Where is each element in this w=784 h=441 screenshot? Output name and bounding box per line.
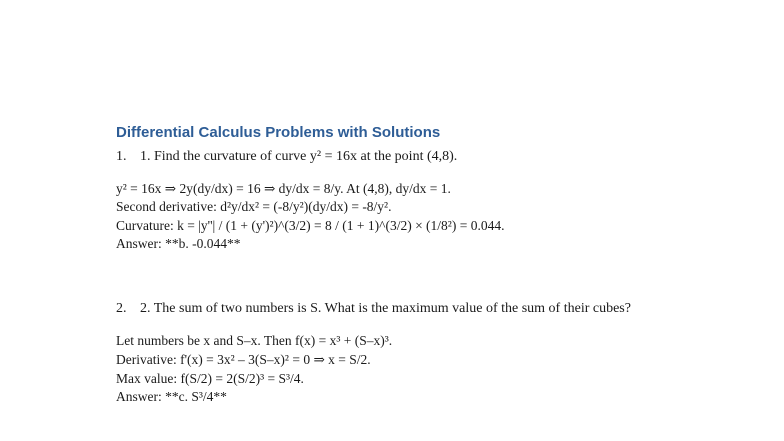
problem-2-answer: Answer: **c. S³/4** (116, 389, 227, 404)
problem-2-solution-line-3: Max value: f(S/2) = 2(S/2)³ = S³/4. (116, 371, 304, 386)
document-title: Differential Calculus Problems with Solutions (116, 124, 441, 141)
problem-1-solution-line-1: y² = 16x ⇒ 2y(dy/dx) = 16 ⇒ dy/dx = 8/y. At (4,8), dy/dx = 1. (116, 181, 451, 196)
problem-1-solution-line-2: Second derivative: d²y/dx² = (-8/y²)(dy/dx) = -8/y². (116, 199, 392, 214)
problem-1-question (116, 149, 457, 165)
problem-2-question (116, 301, 631, 317)
problem-1-answer: Answer: **b. -0.044** (116, 236, 241, 251)
problem-2-solution-line-2: Derivative: f'(x) = 3x² – 3(S–x)² = 0 ⇒ x = S/2. (116, 352, 371, 367)
problem-1-question-text: 1. Find the curvature of curve y² = 16x at the point (4,8). (140, 149, 458, 164)
problem-2-solution-line-1: Let numbers be x and S–x. Then f(x) = x³ + (S–x)³. (116, 333, 393, 348)
problem-2-number: 2. (116, 301, 127, 316)
problem-1-solution-line-3: Curvature: k = |y''| / (1 + (y')²)^(3/2) = 8 / (1 + 1)^(3/2) × (1/8²) = 0.044. (116, 218, 505, 233)
problem-2-question-text: 2. The sum of two numbers is S. What is the maximum value of the sum of their cubes? (140, 301, 631, 316)
problem-1-number: 1. (116, 149, 127, 164)
